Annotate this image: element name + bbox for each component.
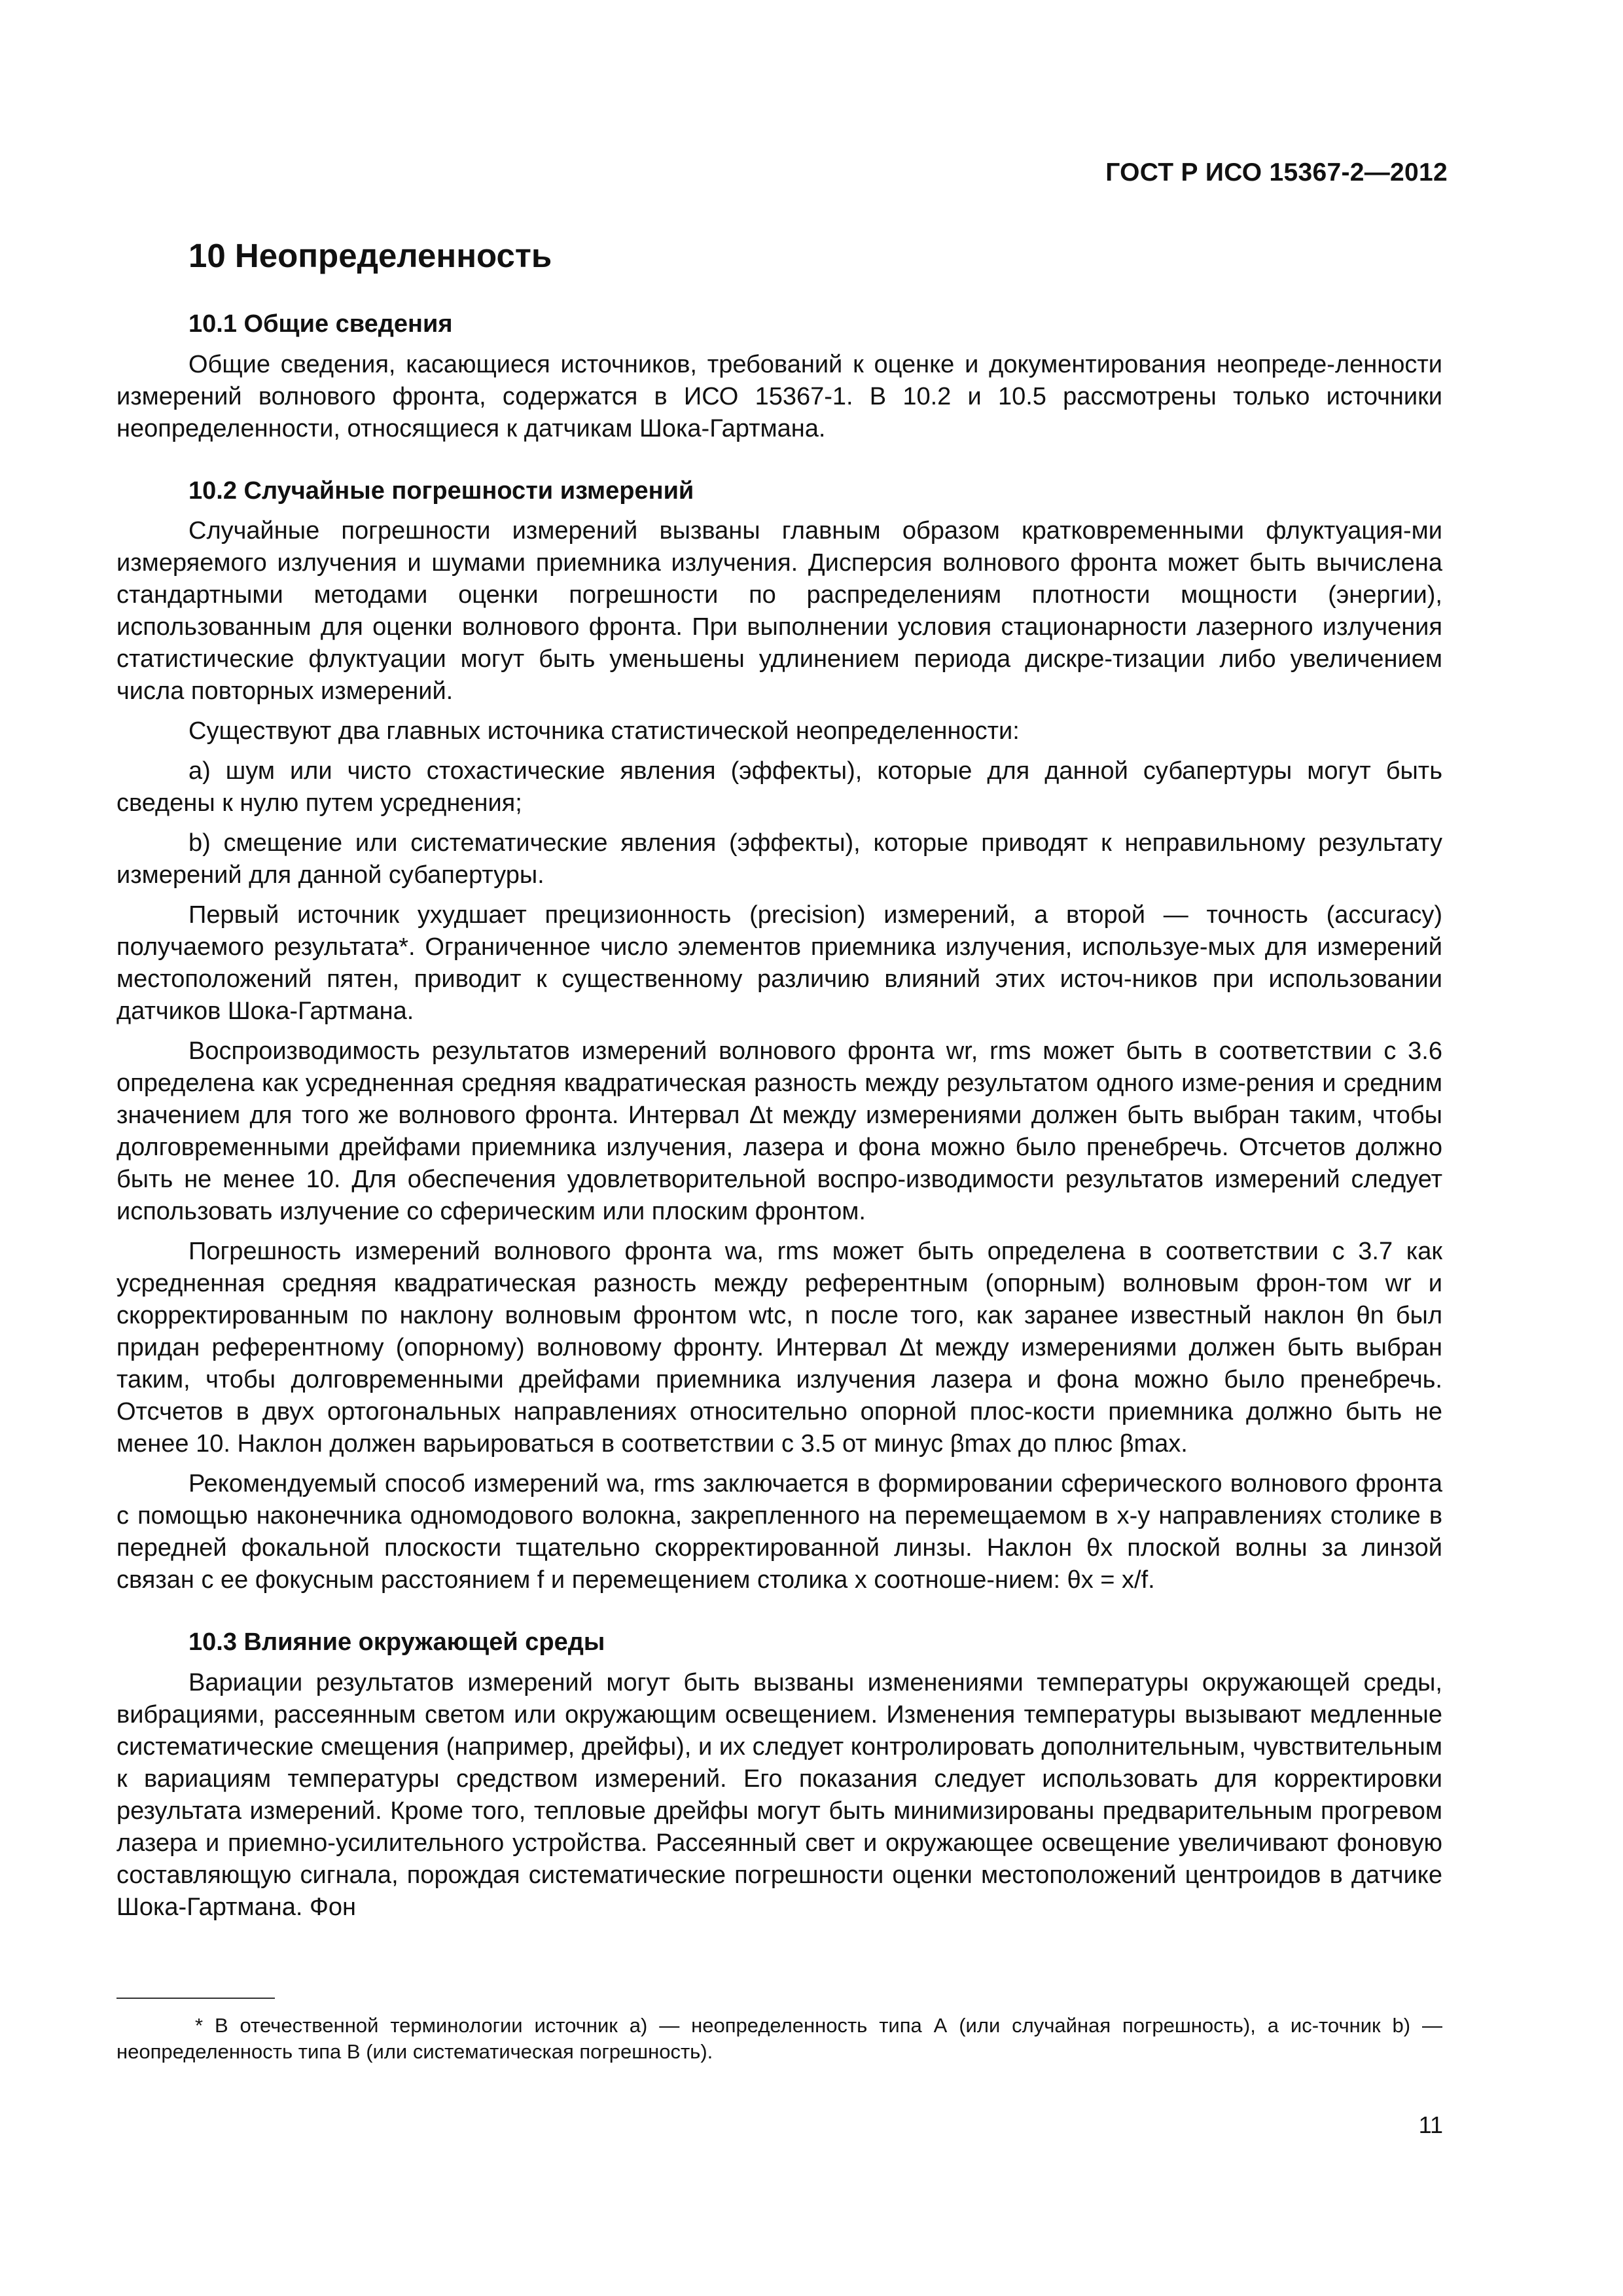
paragraph-10-2-7: Погрешность измерений волнового фронта wa, rms может быть определена в соответствии с 3.7 как усредненная средняя квадратическая разность между референтным (опорным) волновым фрон-том wr и скорректированным по наклону волновым фронтом wtc, n после того, как заранее известный наклон θn был придан референтному (опорному) волновому фронту. Интервал Δt между измерениями должен быть выбран таким, чтобы долговременными дрейфами приемника излучения лазера и фона можно было пренебречь. Отсчетов в двух ортогональных направлениях относительно опорной плос-кости приемника должно быть не менее 10. Наклон должен варьироваться в соответствии с 3.5 от минус βmax до плюс βmax. (116, 1238, 1442, 1458)
main-content (116, 229, 1442, 1931)
paragraph-10-2-5: Первый источник ухудшает прецизионность (precision) измерений, а второй — точность (accuracy) получаемого результата*. Ограниченное число элементов приемника излучения, используе-мых для измерений местоположений пятен, приводит к существенному различию влияний этих источ-ников при использовании датчиков Шока-Гартмана. (116, 901, 1442, 1026)
subsection-title-10-2: 10.2 Случайные погрешности измерений (188, 476, 694, 505)
subsection-title-10-3: 10.3 Влияние окружающей среды (188, 1628, 605, 1657)
paragraph-10-1-1: Общие сведения, касающиеся источников, требований к оценке и документирования неопреде-ленности измерений волнового фронта, содержатся в ИСО 15367-1. В 10.2 и 10.5 рассмотрены только источники неопределенности, относящиеся к датчикам Шока-Гартмана. (116, 350, 1442, 442)
paragraph-10-2-2: Существуют два главных источника статистической неопределенности: (188, 717, 1020, 745)
footnote: * В отечественной терминологии источник a) — неопределенность типа А (или случайная погрешность), а ис-точник b) — неопределенность типа В (или систематическая погрешность). (116, 2014, 1442, 2063)
paragraph-10-2-8: Рекомендуемый способ измерений wa, rms заключается в формировании сферического волнового фронта с помощью наконечника одномодового волокна, закрепленного на перемещаемом в x-y направлениях столике в передней фокальной плоскости тщательно скорректированной линзы. Наклон θx плоской волны за линзой связан с ее фокусным расстоянием f и перемещением столика x соотноше-нием: θx = x/f. (116, 1470, 1442, 1594)
paragraph-10-2-1: Случайные погрешности измерений вызваны главным образом кратковременными флуктуация-ми измеряемого излучения и шумами приемника излучения. Дисперсия волнового фронта может быть вычислена стандартными методами оценки погрешности по распределениям плотности мощности (энергии), использованным для оценки волнового фронта. При выполнении условия стационарности лазерного излучения статистические флуктуации могут быть уменьшены удлинением периода дискре-тизации либо увеличением числа повторных измерений. (116, 517, 1442, 706)
list-item-a: a) шум или чисто стохастические явления (эффекты), которые для данной субапертуры могут быть сведены к нулю путем усреднения; (116, 757, 1442, 817)
section-title: 10 Неопределенность (188, 237, 552, 274)
paragraph-10-2-6: Воспроизводимость результатов измерений волнового фронта wr, rms может быть в соответствии с 3.6 определена как усредненная средняя квадратическая разность между результатом одного изме-рения и средним значением для того же волнового фронта. Интервал Δt между измерениями должен быть выбран таким, чтобы долговременными дрейфами приемника излучения, лазера и фона можно было пренебречь. Отсчетов должно быть не менее 10. Для обеспечения удовлетворительной воспро-изводимости результатов измерений следует использовать излучение со сферическим или плоским фронтом. (116, 1037, 1442, 1226)
footnote-divider (116, 1998, 275, 1999)
subsection-title-10-1: 10.1 Общие сведения (188, 310, 453, 338)
list-item-b: b) смещение или систематические явления (эффекты), которые приводят к неправильному результату измерений для данной субапертуры. (116, 829, 1442, 889)
page-number: 11 (1418, 2111, 1443, 2138)
standard-code-header: ГОСТ Р ИСО 15367-2—2012 (1105, 158, 1448, 187)
paragraph-10-3-1: Вариации результатов измерений могут быть вызваны изменениями температуры окружающей среды, вибрациями, рассеянным светом или окружающим освещением. Изменения температуры вызывают медленные систематические смещения (например, дрейфы), и их следует контролировать дополнительным, чувствительным к вариациям температуры средством измерений. Его показания следует использовать для корректировки результата измерений. Кроме того, тепловые дрейфы могут быть минимизированы предварительным прогревом лазера и приемно-усилительного устройства. Рассеянный свет и окружающее освещение увеличивают фоновую составляющую сигнала, порождая систематические погрешности оценки местоположений центроидов в датчике Шока-Гартмана. Фон (116, 1668, 1442, 1921)
